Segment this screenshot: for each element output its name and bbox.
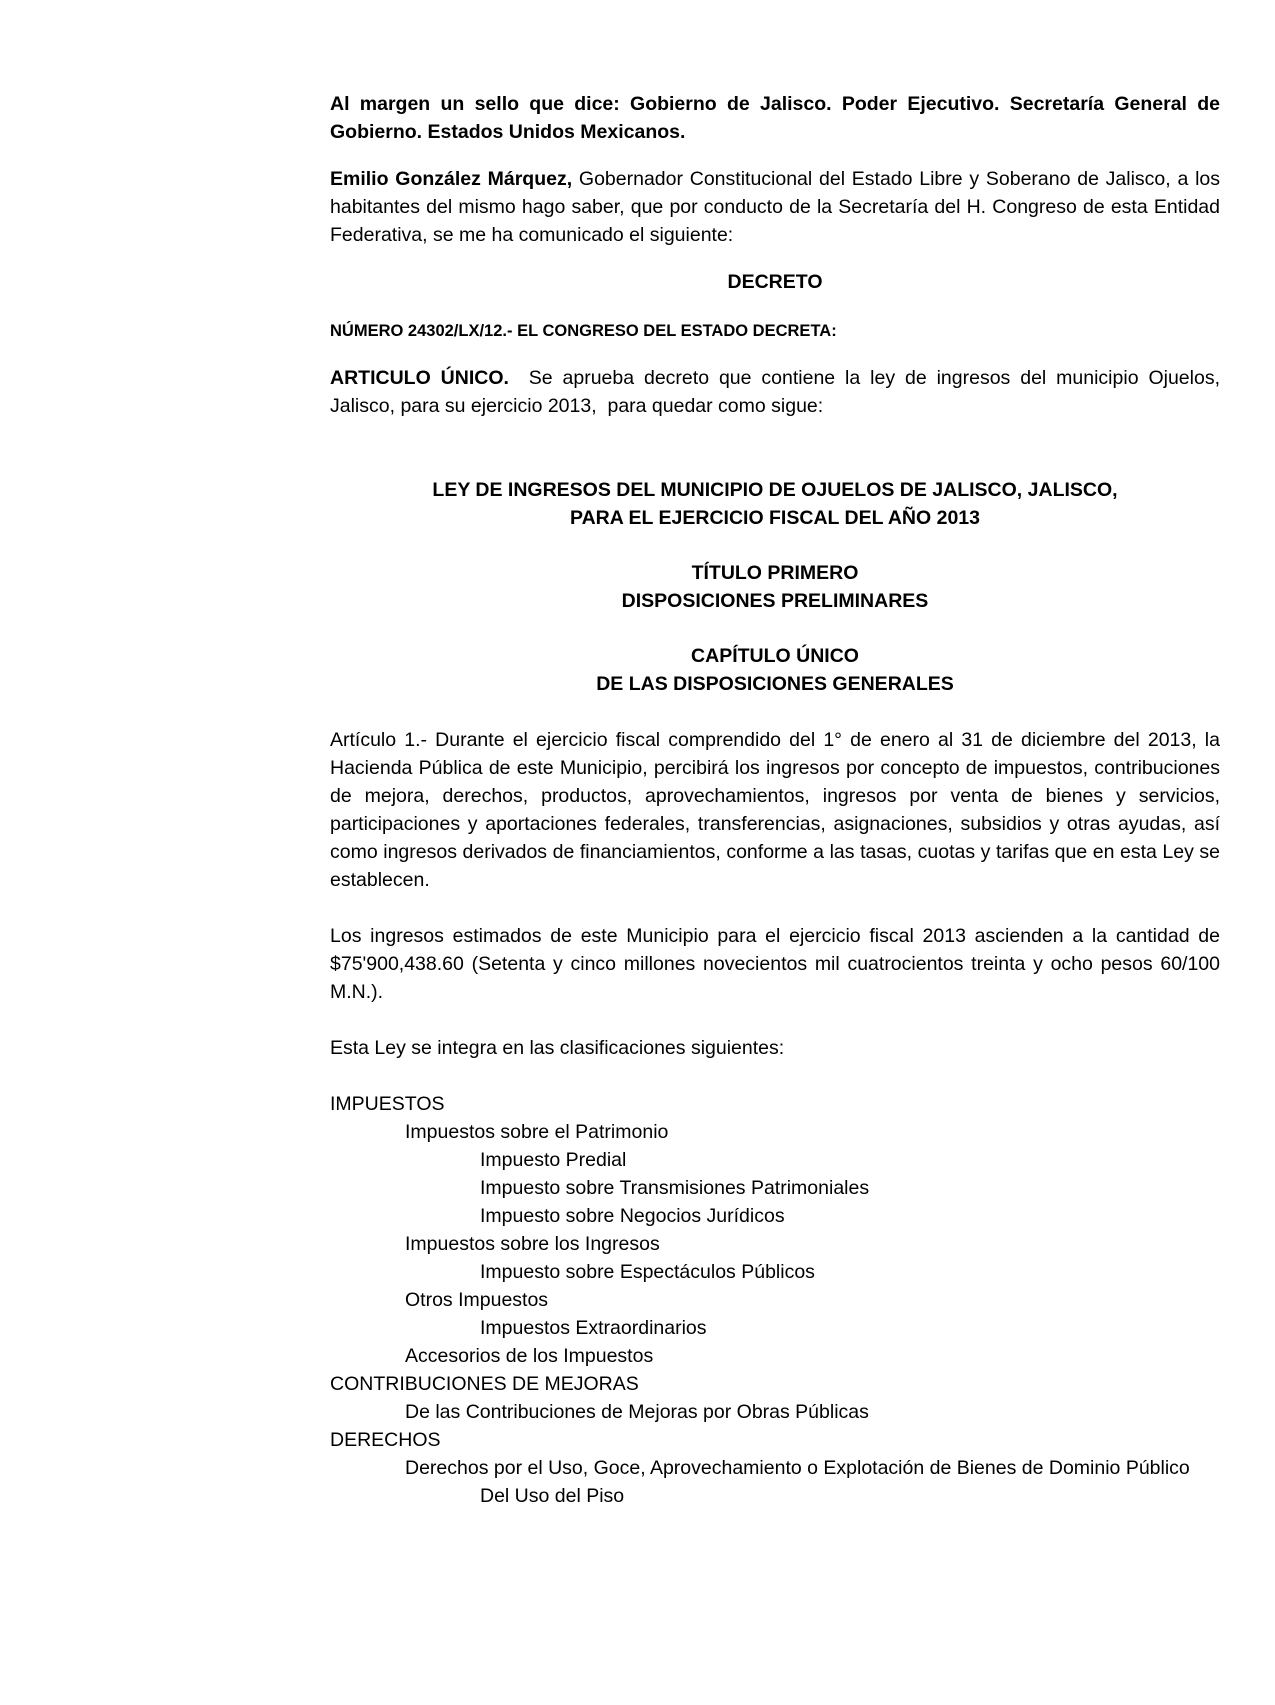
capitulo-line2: DE LAS DISPOSICIONES GENERALES — [596, 673, 954, 695]
law-title — [330, 476, 1220, 532]
articulo-1: Artículo 1.- Durante el ejercicio fiscal comprendido del 1° de enero al 31 de diciembre del 2013, la Hacienda Pública de este Municipio, percibirá los ingresos por concepto de impuestos, contribuciones de mejora, derechos, productos, aprovechamientos, ingresos por venta de bienes y servicios, participaciones y aportaciones federales, transferencias, asignaciones, subsidios y otras ayudas, así como ingresos derivados de financiamientos, conforme a las tasas, cuotas y tarifas que en esta Ley se establecen. — [330, 729, 1220, 891]
titulo-line1: TÍTULO PRIMERO — [691, 562, 859, 584]
outline-item: Impuesto Predial — [480, 1149, 627, 1171]
outline-item: Impuesto sobre Espectáculos Públicos — [480, 1261, 815, 1283]
seal-note: Al margen un sello que dice: Gobierno de Jalisco. Poder Ejecutivo. Secretaría General de Gobierno. Estados Unidos Mexicanos. — [330, 93, 1220, 143]
decreto-heading: DECRETO — [727, 271, 823, 293]
outline-item: Impuesto sobre Negocios Jurídicos — [480, 1205, 785, 1227]
outline-item: Del Uso del Piso — [480, 1485, 625, 1507]
outline-item: Impuesto sobre Transmisiones Patrimoniales — [480, 1177, 870, 1199]
clasificaciones-intro: Esta Ley se integra en las clasificaciones siguientes: — [330, 1037, 785, 1059]
intro-paragraph — [330, 165, 1220, 249]
outline-item: Otros Impuestos — [405, 1289, 549, 1311]
clasificaciones-outline — [330, 1090, 1220, 1510]
outline-item: De las Contribuciones de Mejoras por Obras Públicas — [405, 1401, 869, 1423]
outline-item: Accesorios de los Impuestos — [405, 1345, 654, 1367]
outline-item: DERECHOS — [330, 1429, 441, 1451]
titulo-line2: DISPOSICIONES PRELIMINARES — [621, 590, 929, 612]
articulo-unico-text: Se aprueba decreto que contiene la ley de ingresos del municipio Ojuelos, Jalisco, para su ejercicio 2013, para quedar como sigue: — [330, 367, 1231, 417]
ingresos-estimados: Los ingresos estimados de este Municipio para el ejercicio fiscal 2013 ascienden a la cantidad de $75'900,438.60 (Setenta y cinco millones novecientos mil cuatrocientos treinta y ocho pesos 60/100 M.N.). — [330, 925, 1220, 1003]
outline-item: Impuestos sobre los Ingresos — [405, 1233, 660, 1255]
outline-item: IMPUESTOS — [330, 1093, 445, 1115]
titulo-heading — [330, 559, 1220, 615]
law-title-line2: PARA EL EJERCICIO FISCAL DEL AÑO 2013 — [570, 507, 980, 529]
outline-item: Impuestos sobre el Patrimonio — [405, 1121, 669, 1143]
governor-name: Emilio González Márquez, — [330, 168, 573, 190]
document-body — [330, 90, 1231, 1510]
decree-number: NÚMERO 24302/LX/12.- EL CONGRESO DEL ESTADO DECRETA: — [330, 322, 837, 340]
capitulo-line1: CAPÍTULO ÚNICO — [691, 645, 859, 667]
capitulo-heading — [330, 642, 1220, 698]
law-title-line1: LEY DE INGRESOS DEL MUNICIPIO DE OJUELOS DE JALISCO, JALISCO, — [432, 479, 1118, 501]
outline-item: Derechos por el Uso, Goce, Aprovechamiento o Explotación de Bienes de Dominio Público — [405, 1457, 1190, 1479]
outline-item: Impuestos Extraordinarios — [480, 1317, 707, 1339]
intro-text: Gobernador Constitucional del Estado Libre y Soberano de Jalisco, a los habitantes del mismo hago saber, que por conducto de la Secretaría del H. Congreso de esta Entidad Federativa, se me ha comunicado el siguiente: — [330, 168, 1220, 246]
outline-item: CONTRIBUCIONES DE MEJORAS — [330, 1373, 639, 1395]
articulo-unico — [330, 364, 1231, 420]
articulo-unico-label: ARTICULO ÚNICO. — [330, 367, 509, 389]
